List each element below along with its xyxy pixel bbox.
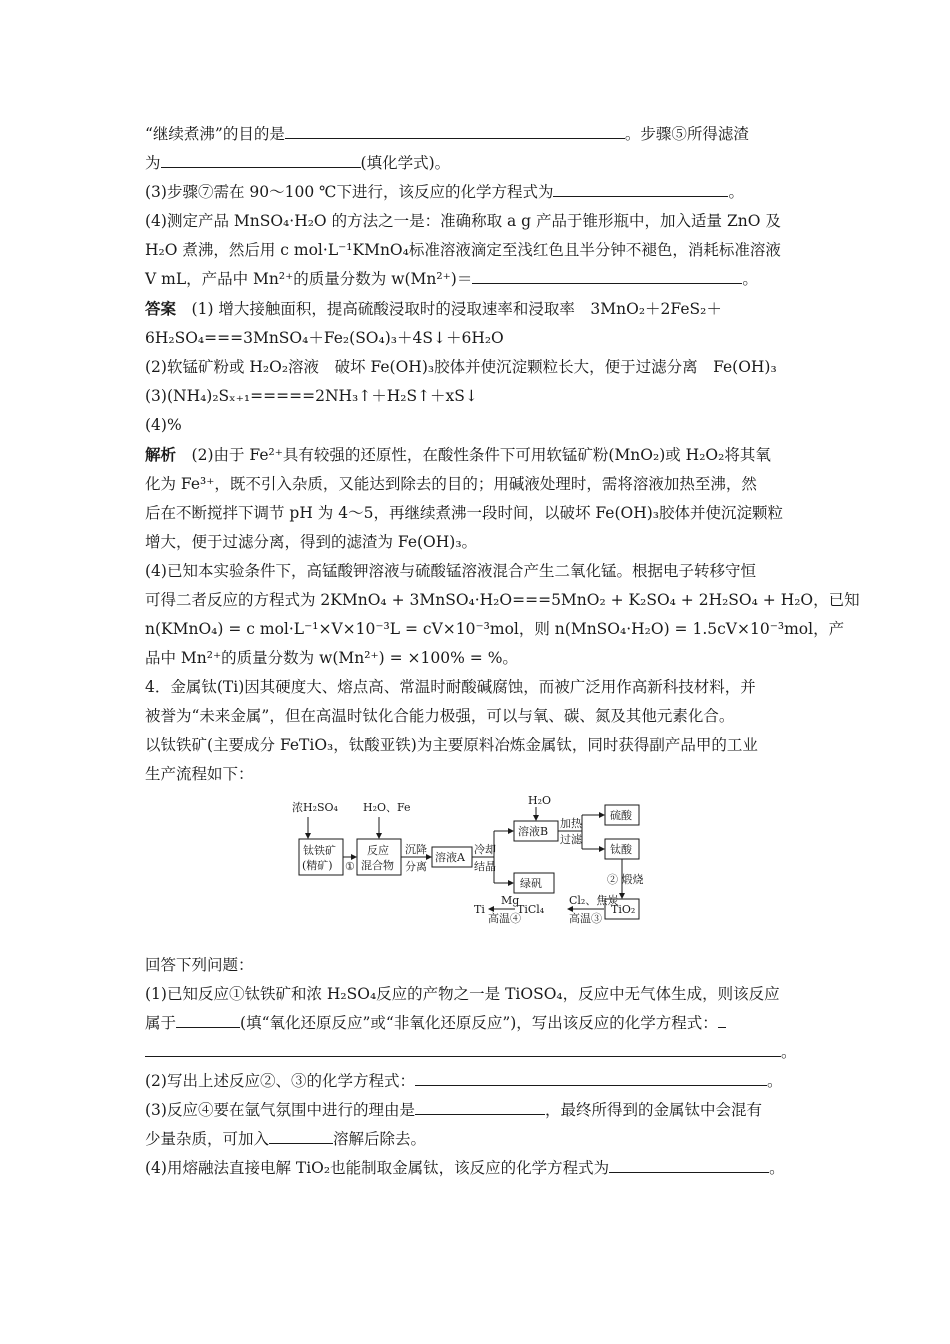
text-line: 回答下列问题： bbox=[145, 956, 254, 974]
crystallize-label: 结晶 bbox=[474, 860, 496, 873]
process-flow-diagram bbox=[145, 795, 807, 945]
text-line: (2)软锰矿粉或 H₂O₂溶液 破坏 Fe(OH)₃胶体并使沉淀颗粒长大，便于过滤分离 Fe(OH)₃ bbox=[145, 358, 777, 376]
text-line: 生产流程如下： bbox=[145, 765, 254, 783]
text-line: 增大，便于过滤分离，得到的滤渣为 Fe(OH)₃。 bbox=[145, 533, 478, 551]
analysis-section bbox=[145, 440, 860, 673]
text-line: n(KMnO₄) = c mol·L⁻¹×V×10⁻³L = cV×10⁻³mol，则 n(MnSO₄·H₂O) = 1.5cV×10⁻³mol，产 bbox=[145, 620, 845, 638]
text-line: (4)用熔融法直接电解 TiO₂也能制取金属钛，该反应的化学方程式为 。 bbox=[145, 1154, 807, 1183]
calcine-label: ② 煅烧 bbox=[607, 873, 644, 886]
step4-label: 高温④ bbox=[488, 912, 521, 925]
text-line: 少量杂质，可加入 溶解后除去。 bbox=[145, 1125, 807, 1154]
analysis-label: 解析 bbox=[145, 445, 177, 464]
text-line: (3)步骤⑦需在 90～100 ℃下进行，该反应的化学方程式为 。 bbox=[145, 178, 807, 207]
h2o-fe-label: H₂O、Fe bbox=[363, 801, 411, 814]
mixture-label: 反应 bbox=[367, 844, 389, 857]
step1-label: ① bbox=[345, 860, 355, 873]
text-line: 4．金属钛(Ti)因其硬度大、熔点高、常温时耐酸碱腐蚀，而被广泛用作高新科技材料，并 bbox=[145, 678, 756, 696]
flow-chart-svg bbox=[282, 795, 652, 927]
text-line: (1)已知反应①钛铁矿和浓 H₂SO₄反应的产物之一是 TiOSO₄，反应中无气体生成，则该反应 bbox=[145, 985, 780, 1003]
text-line: 为 (填化学式)。 bbox=[145, 149, 807, 178]
text-line: 品中 Mn²⁺的质量分数为 w(Mn²⁺) = ×100% = %。 bbox=[145, 649, 518, 667]
answer-label: 答案 bbox=[145, 299, 177, 318]
text-line: “继续煮沸”的目的是 。步骤⑤所得滤渣 bbox=[145, 120, 807, 149]
sulfuric-acid-label: 硫酸 bbox=[610, 809, 632, 822]
text-line: (4)% bbox=[145, 416, 182, 434]
h2o-top-label: H₂O bbox=[528, 795, 552, 807]
titanic-acid-label: 钛酸 bbox=[610, 843, 632, 856]
answer-blank[interactable] bbox=[609, 1156, 769, 1173]
answer-blank[interactable] bbox=[415, 1098, 545, 1115]
text-line: (4)测定产品 MnSO₄·H₂O 的方法之一是：准确称取 a g 产品于锥形瓶中，加入适量 ZnO 及 bbox=[145, 212, 781, 230]
answer-blank[interactable] bbox=[472, 267, 742, 284]
answer-blank[interactable] bbox=[553, 180, 728, 197]
solution-a-label: 溶液A bbox=[435, 851, 465, 864]
answer-blank[interactable] bbox=[161, 151, 361, 168]
green-vitriol-label: 绿矾 bbox=[520, 877, 542, 890]
answer-blank[interactable] bbox=[269, 1127, 333, 1144]
text-line: 6H₂SO₄===3MnSO₄＋Fe₂(SO₄)₃＋4S↓＋6H₂O bbox=[145, 329, 504, 347]
ti-label: Ti bbox=[474, 903, 485, 916]
mg-label: Mg bbox=[501, 894, 520, 907]
answer-section bbox=[145, 294, 807, 440]
text-line: 属于 (填“氧化还原反应”或“非氧化还原反应”)，写出该反应的化学方程式： bbox=[145, 1009, 807, 1038]
text-line: 可得二者反应的方程式为 2KMnO₄ + 3MnSO₄·H₂O===5MnO₂ + K₂SO₄ + 2H₂SO₄ + H₂O，已知 bbox=[145, 591, 860, 609]
text-line: 后在不断搅拌下调节 pH 为 4～5，再继续煮沸一段时间，以破坏 Fe(OH)₃胶体并使沉淀颗粒 bbox=[145, 504, 783, 522]
question-4-parts bbox=[145, 951, 807, 1183]
conc-h2so4-label: 浓H₂SO₄ bbox=[292, 801, 338, 814]
text-line: H₂O 煮沸，然后用 c mol·L⁻¹KMnO₄标准溶液滴定至浅红色且半分钟不褪色，消耗标准溶液 bbox=[145, 241, 781, 259]
separate-label: 分离 bbox=[405, 860, 427, 873]
answer-blank[interactable] bbox=[415, 1069, 767, 1086]
tio2-label: TiO₂ bbox=[611, 903, 636, 916]
text-line: (3)(NH₄)₂Sₓ₊₁=====2NH₃↑＋H₂S↑＋xS↓ bbox=[145, 387, 478, 405]
text-line: 。 bbox=[145, 1038, 807, 1067]
text-line: 以钛铁矿(主要成分 FeTiO₃，钛酸亚铁)为主要原料冶炼金属钛，同时获得副产品甲的工业 bbox=[145, 736, 758, 754]
text-line: (4)已知本实验条件下，高锰酸钾溶液与硫酸锰溶液混合产生二氧化锰。根据电子转移守恒 bbox=[145, 562, 756, 580]
ore-label: 钛铁矿 bbox=[303, 844, 336, 857]
ore-sub-label: (精矿) bbox=[302, 859, 333, 872]
heat-label: 加热 bbox=[560, 817, 582, 830]
text-line: 解析 (2)由于 Fe²⁺具有较强的还原性，在酸性条件下可用软锰矿粉(MnO₂)或 H₂O₂将其氧 bbox=[145, 445, 771, 464]
answer-blank[interactable] bbox=[718, 1011, 726, 1028]
solution-b-label: 溶液B bbox=[518, 825, 549, 838]
step3-label: 高温③ bbox=[569, 912, 602, 925]
text-line: (3)反应④要在氩气氛围中进行的理由是 ，最终所得到的金属钛中会混有 bbox=[145, 1096, 807, 1125]
answer-blank[interactable] bbox=[176, 1011, 240, 1028]
text-line: (2)写出上述反应②、③的化学方程式： 。 bbox=[145, 1067, 807, 1096]
question-3-continued bbox=[145, 120, 807, 294]
filter-label: 过滤 bbox=[560, 833, 582, 846]
text-line: 被誉为“未来金属”，但在高温时钛化合能力极强，可以与氧、碳、氮及其他元素化合。 bbox=[145, 707, 735, 725]
text-line: V mL，产品中 Mn²⁺的质量分数为 w(Mn²⁺)＝ 。 bbox=[145, 265, 807, 294]
document-page bbox=[145, 120, 860, 1183]
answer-blank[interactable] bbox=[285, 122, 625, 139]
text-line: 化为 Fe³⁺，既不引入杂质，又能达到除去的目的；用碱液处理时，需将溶液加热至沸，然 bbox=[145, 475, 757, 493]
cl2-coke-label: Cl₂、焦炭 bbox=[569, 894, 619, 907]
text-line: 答案 (1) 增大接触面积，提高硫酸浸取时的浸取速率和浸取率 3MnO₂＋2FeS₂＋ bbox=[145, 299, 722, 318]
mixture-sub-label: 混合物 bbox=[361, 859, 394, 872]
cool-label: 冷却 bbox=[474, 843, 496, 856]
question-4 bbox=[145, 673, 807, 789]
settle-label: 沉降 bbox=[405, 843, 427, 856]
ticl4-label: TiCl₄ bbox=[517, 903, 545, 916]
answer-blank[interactable] bbox=[145, 1040, 781, 1057]
